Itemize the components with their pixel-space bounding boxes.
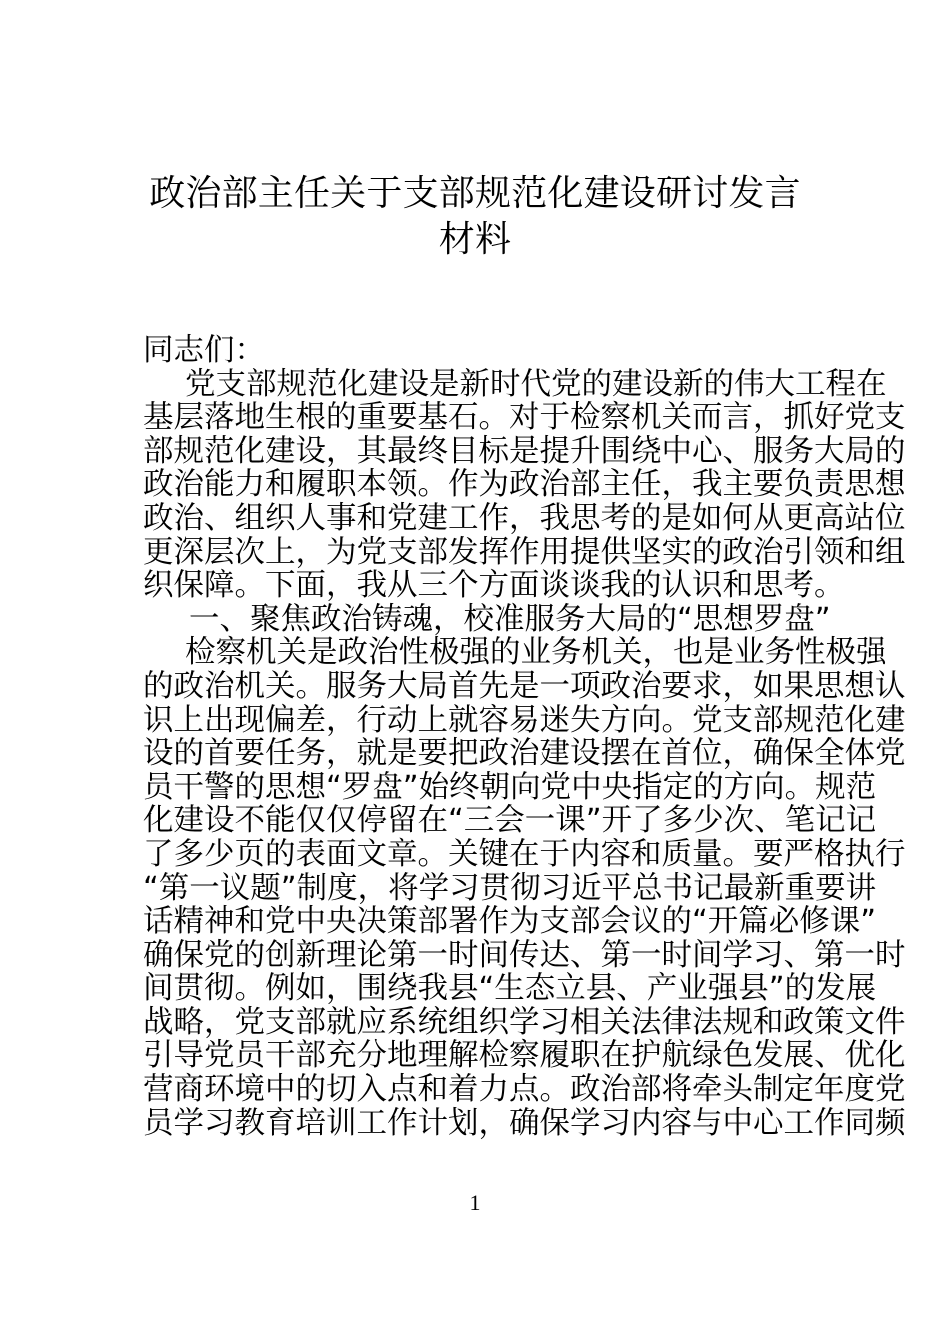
paragraph-line: 确保党的创新理论第一时间传达、第一时间学习、第一时 — [143, 937, 906, 973]
paragraph-line: 更深层次上，为党支部发挥作用提供坚实的政治引领和组 — [143, 534, 906, 570]
paragraph-line: 设的首要任务，就是要把政治建设摆在首位，确保全体党 — [143, 736, 906, 772]
paragraph-line: “第一议题”制度，将学习贯彻习近平总书记最新重要讲 — [143, 870, 877, 906]
paragraph-line: 战略，党支部就应系统组织学习相关法律法规和政策文件 — [143, 1004, 906, 1040]
paragraph-line: 引导党员干部充分地理解检察履职在护航绿色发展、优化 — [143, 1038, 906, 1074]
paragraph-line: 政治能力和履职本领。作为政治部主任，我主要负责思想 — [143, 467, 906, 503]
document-title-line-1: 政治部主任关于支部规范化建设研讨发言 — [149, 173, 801, 214]
paragraph-line: 员干警的思想“罗盘”始终朝向党中央指定的方向。规范 — [143, 769, 877, 805]
document-body — [143, 333, 906, 1141]
paragraph-line: 基层落地生根的重要基石。对于检察机关而言，抓好党支 — [143, 400, 906, 436]
paragraph-line: 部规范化建设，其最终目标是提升围绕中心、服务大局的 — [143, 433, 906, 469]
paragraph-line: 员学习教育培训工作计划，确保学习内容与中心工作同频 — [143, 1105, 906, 1141]
salutation: 同志们： — [143, 333, 265, 368]
document-title-line-2: 材料 — [438, 219, 512, 260]
page-number: 1 — [469, 1190, 481, 1215]
paragraph-line: 政治、组织人事和党建工作，我思考的是如何从更高站位 — [143, 500, 906, 536]
paragraph-line: 间贯彻。例如，围绕我县“生态立县、产业强县”的发展 — [143, 971, 877, 1007]
paragraph-line: 党支部规范化建设是新时代党的建设新的伟大工程在 — [185, 366, 887, 402]
paragraph-line: 营商环境中的切入点和着力点。政治部将牵头制定年度党 — [143, 1072, 906, 1108]
paragraph-line: 织保障。下面，我从三个方面谈谈我的认识和思考。 — [143, 568, 845, 604]
paragraph-line: 检察机关是政治性极强的业务机关，也是业务性极强 — [185, 635, 887, 671]
paragraph-line: 了多少页的表面文章。关键在于内容和质量。要严格执行 — [143, 836, 906, 872]
section-heading: 一、聚焦政治铸魂，校准服务大局的“思想罗盘” — [189, 601, 831, 637]
paragraph-line: 话精神和党中央决策部署作为支部会议的“开篇必修课” — [143, 904, 877, 940]
paragraph-line: 识上出现偏差，行动上就容易迷失方向。党支部规范化建 — [143, 702, 906, 738]
paragraph-line: 化建设不能仅仅停留在“三会一课”开了多少次、笔记记 — [143, 803, 877, 839]
paragraph-line: 的政治机关。服务大局首先是一项政治要求，如果思想认 — [143, 668, 906, 704]
